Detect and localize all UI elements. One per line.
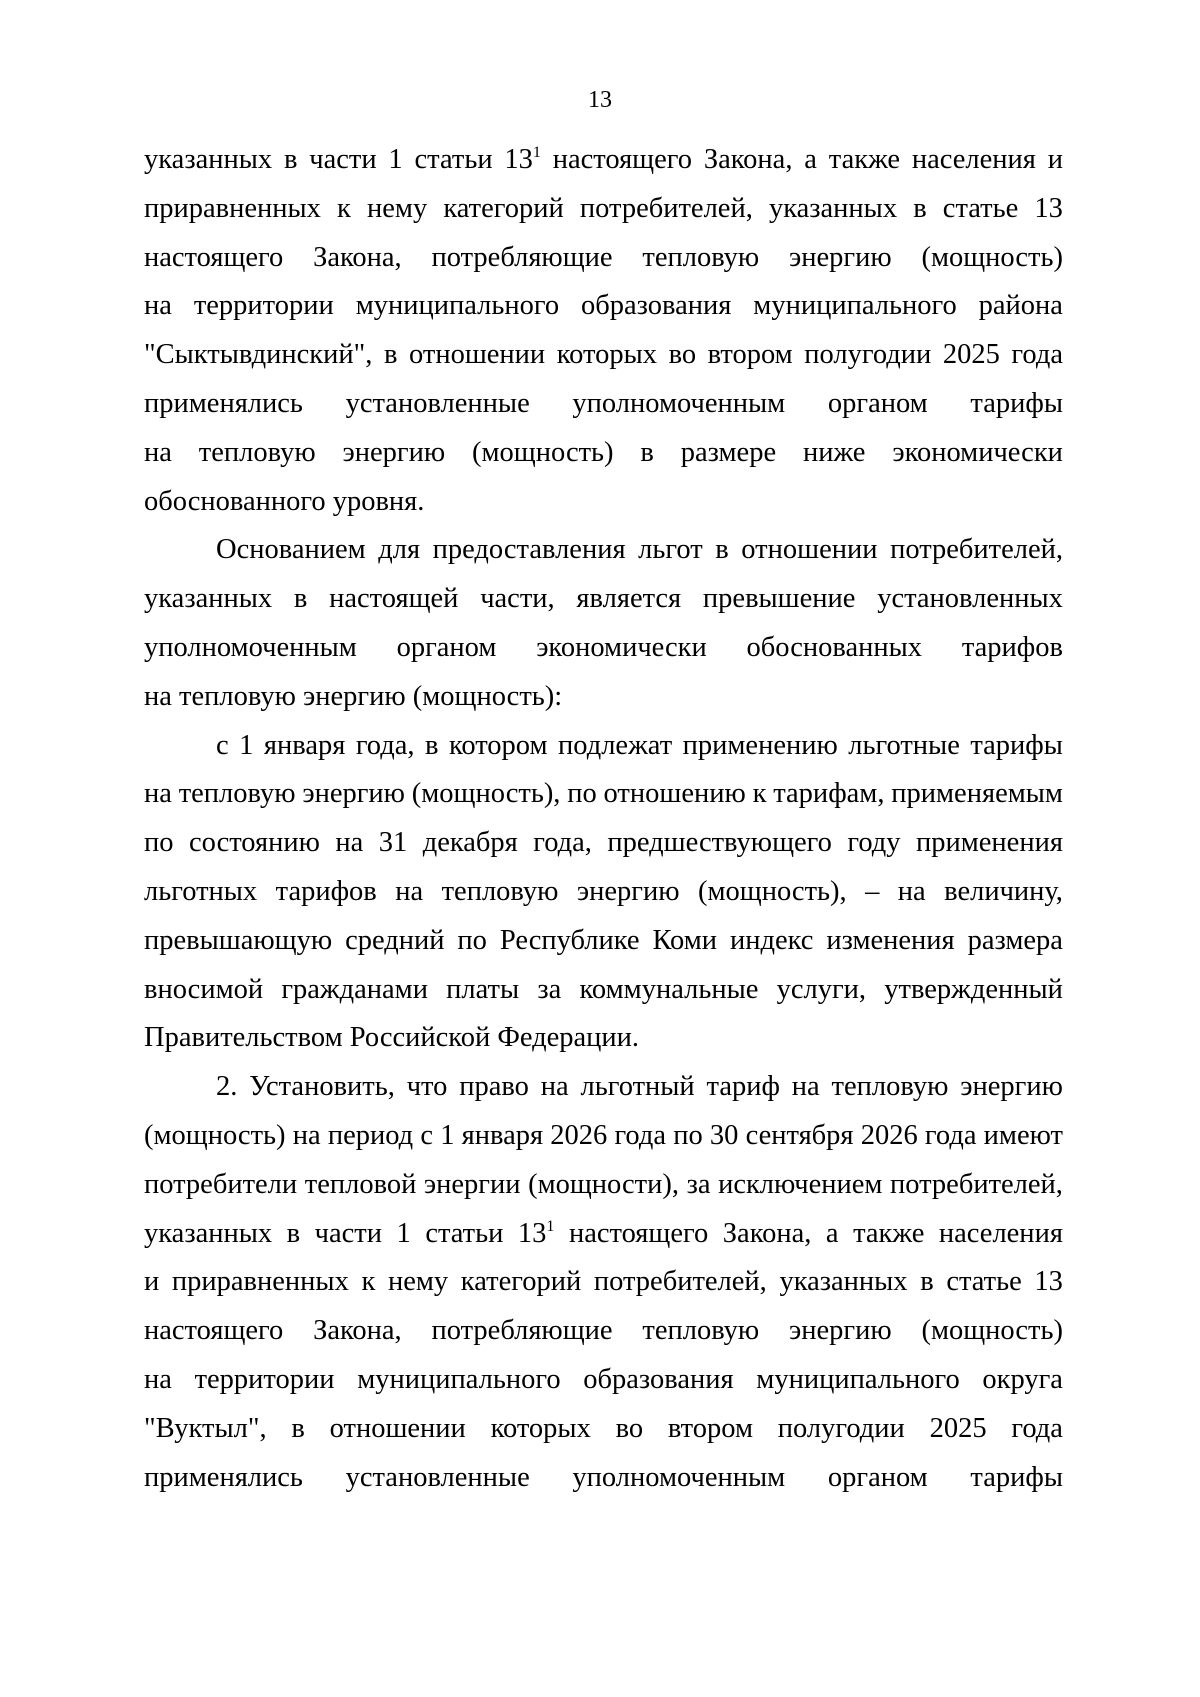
word: настоящего (552, 144, 693, 175)
word: ниже (802, 436, 866, 468)
word: энергию (302, 778, 405, 810)
word: состоянию (188, 827, 320, 859)
text-line (144, 1307, 1063, 1356)
word: (мощность) (472, 436, 614, 468)
word: декабря (422, 827, 518, 859)
word: потребителей, (890, 1168, 1063, 1200)
word: указанных (144, 583, 273, 615)
word: – (865, 875, 880, 907)
word: применяемым (891, 778, 1063, 810)
word: на тепловую энергию (мощность): (144, 680, 563, 712)
word: тарифы (970, 729, 1063, 761)
word: подлежат (558, 729, 673, 761)
text-line (144, 429, 1063, 478)
word: уполномоченным (144, 631, 357, 663)
word: 2025 (942, 339, 1000, 371)
word: отношении (329, 1412, 466, 1444)
word: и (1047, 144, 1063, 175)
word: в (640, 436, 654, 468)
word: энергию (789, 241, 892, 273)
text-line (144, 575, 1063, 624)
word: размера (967, 924, 1063, 956)
word: превышающую (144, 924, 333, 956)
word: Закона, (722, 1217, 812, 1249)
word: 30 (709, 1119, 739, 1151)
word: с (216, 729, 229, 761)
word: $13^1$ (504, 144, 541, 175)
word: потребляющие (431, 241, 613, 273)
text-line (144, 624, 1063, 673)
word: в (291, 1412, 305, 1444)
word: года, (533, 827, 592, 859)
word: в (293, 583, 308, 615)
word: установленных (877, 583, 1063, 615)
text-line (144, 673, 1063, 722)
word: в (424, 729, 439, 761)
word: Республике (499, 924, 640, 956)
text-line (144, 1258, 1063, 1307)
word: указанных (768, 192, 898, 224)
word: на (144, 290, 172, 322)
word: тепловую (831, 1071, 949, 1103)
text-line (144, 1356, 1063, 1405)
page-number: 13 (588, 87, 612, 113)
text-line (144, 380, 1063, 429)
word: в (383, 339, 398, 371)
word: энергию (576, 875, 680, 907)
word: 2026 (860, 1119, 918, 1151)
text-line (144, 1405, 1063, 1454)
word: на (791, 1071, 820, 1103)
word: органом (827, 387, 928, 419)
word: в (913, 192, 927, 224)
paragraph-3 (144, 722, 1063, 1064)
word: платы (446, 973, 520, 1005)
word: тарифов (961, 631, 1063, 663)
word: Правительством Российской Федерации. (144, 1022, 640, 1054)
word: муниципального (355, 290, 560, 322)
word: указанных (144, 1217, 273, 1249)
word: изменения (826, 924, 955, 956)
word: отношении (408, 339, 546, 371)
word: тепловую (441, 875, 559, 907)
text-line (144, 1161, 1063, 1210)
word: указанных (144, 144, 273, 175)
word: которых (490, 1412, 591, 1444)
word: с (420, 1119, 433, 1151)
word: тепловую (198, 436, 316, 468)
word: льготные (848, 729, 960, 761)
word: применялись (144, 1461, 303, 1493)
text-line (144, 1063, 1063, 1112)
word: полугодии (777, 1412, 905, 1444)
word: к (337, 192, 351, 224)
text-line (144, 868, 1063, 917)
word: 1 (440, 1119, 455, 1151)
word: индекс (729, 924, 814, 956)
word: превышение (702, 583, 856, 615)
word: потребителей, (593, 1266, 767, 1298)
word: приравненных (171, 1266, 349, 1298)
word: части (314, 1217, 382, 1249)
text-line (144, 722, 1063, 771)
word: к (752, 778, 767, 810)
text-line (144, 1454, 1063, 1503)
word: статье (946, 1266, 1022, 1298)
word: к (361, 1266, 376, 1298)
text-line (144, 966, 1063, 1015)
word: а (825, 1217, 839, 1249)
word: муниципального (357, 1363, 561, 1395)
word: также (853, 1217, 925, 1249)
word: обоснованного уровня. (144, 485, 425, 517)
word: 2026 (550, 1119, 608, 1151)
word: в (920, 1266, 934, 1298)
text-line (144, 234, 1063, 283)
word: потребителей, (890, 534, 1063, 566)
word: втором (707, 339, 793, 371)
word: потребляющие (431, 1315, 613, 1347)
word: тарифам, (773, 778, 885, 810)
document-body (144, 136, 1063, 1502)
word: статье (942, 192, 1019, 224)
word: (мощность), (697, 875, 847, 907)
word: в (283, 144, 298, 175)
word: 1 (388, 144, 403, 175)
word: за (686, 1168, 711, 1200)
word: является (576, 583, 682, 615)
word: размере (680, 436, 777, 468)
word: на (292, 1119, 321, 1151)
word: населения (911, 144, 1036, 175)
word: тарифы (970, 1461, 1063, 1493)
word: втором (667, 1412, 753, 1444)
word: тепловой (304, 1168, 417, 1200)
text-line (144, 770, 1063, 819)
paragraph-1 (144, 136, 1063, 526)
word: установленные (345, 387, 530, 419)
paragraph-4 (144, 1063, 1063, 1502)
word: году (847, 827, 901, 859)
word: $13^1$ (517, 1217, 555, 1249)
word: Закона, (703, 144, 793, 175)
word: тепловую (642, 1315, 760, 1347)
word: средний (345, 924, 445, 956)
word: (мощность) (144, 1119, 286, 1151)
word: тарифов (275, 875, 377, 907)
word: применению (682, 729, 838, 761)
word: во (615, 1412, 644, 1444)
word: 1 (239, 729, 254, 761)
word: (мощность), (411, 778, 561, 810)
text-line (144, 478, 1063, 527)
word: настоящего (144, 241, 284, 273)
word: экономически (892, 436, 1063, 468)
word: применялись (144, 387, 303, 419)
word: года (614, 1119, 667, 1151)
text-line (144, 526, 1063, 575)
text-line (144, 917, 1063, 966)
word: установленные (345, 1461, 530, 1493)
word: тарифы (970, 387, 1063, 419)
word: коммунальные (579, 973, 759, 1005)
word: уполномоченным (572, 387, 786, 419)
word: величину, (944, 875, 1063, 907)
word: за (537, 973, 562, 1005)
word: (мощность) (921, 1315, 1063, 1347)
word: исключением (718, 1168, 883, 1200)
word: органом (396, 631, 497, 663)
word: утвержденный (884, 973, 1063, 1005)
word: период (327, 1119, 414, 1151)
text-line (144, 1014, 1063, 1063)
word: на (897, 875, 926, 907)
word: энергии (423, 1168, 521, 1200)
word: в (715, 534, 729, 566)
word: также (828, 144, 901, 175)
word: по (457, 924, 487, 956)
word: части (309, 144, 377, 175)
word: приравненных (144, 192, 321, 224)
word: экономически (536, 631, 707, 663)
word: на (395, 875, 424, 907)
word: 13 (1034, 1266, 1063, 1298)
word: Коми (652, 924, 718, 956)
superscript: 1 (532, 144, 541, 161)
word: статьи (414, 144, 493, 175)
word: января (461, 1119, 544, 1151)
word: энергию (789, 1315, 892, 1347)
word: потребители (144, 1168, 298, 1200)
word: а (804, 144, 817, 175)
word: во (668, 339, 697, 371)
word: и (144, 1266, 160, 1298)
word: 13 (1034, 192, 1063, 224)
word: тепловую (178, 778, 296, 810)
word: по (144, 827, 174, 859)
text-line (144, 331, 1063, 380)
word: по (673, 1119, 703, 1151)
word: населения (938, 1217, 1063, 1249)
word: настоящего (568, 1217, 709, 1249)
word: нему (367, 192, 428, 224)
word: января (263, 729, 346, 761)
word: отношению (603, 778, 746, 810)
word: для (378, 534, 421, 566)
word: 31 (378, 827, 408, 859)
word: (мощность) (921, 241, 1063, 273)
word: обоснованных (746, 631, 923, 663)
word: части, (480, 583, 555, 615)
word: на (335, 827, 364, 859)
word: года (924, 1119, 977, 1151)
word: предшествующего (607, 827, 832, 859)
word: на (144, 436, 172, 468)
word: имеют (983, 1119, 1063, 1151)
word: Закона, (313, 1315, 402, 1347)
word: полугодии (804, 339, 932, 371)
text-line (144, 282, 1063, 331)
word: статьи (425, 1217, 504, 1249)
text-line (144, 185, 1063, 234)
word: на (144, 1363, 172, 1395)
word: право (459, 1071, 529, 1103)
word: органом (827, 1461, 928, 1493)
word: сентября (745, 1119, 854, 1151)
word: льгот (638, 534, 703, 566)
word: года (1011, 339, 1063, 371)
word: Установить, (249, 1071, 395, 1103)
text-line (144, 1112, 1063, 1161)
word: услуги, (776, 973, 867, 1005)
word: муниципального (753, 290, 957, 322)
word: по (567, 778, 597, 810)
word: льготных (144, 875, 258, 907)
word: 2. (216, 1071, 238, 1103)
word: в (286, 1217, 301, 1249)
word: "Сыктывдинский", (144, 339, 373, 371)
word: года, (355, 729, 415, 761)
word: котором (448, 729, 548, 761)
word: образования (583, 1363, 734, 1395)
word: Основанием (216, 534, 366, 566)
word: района (978, 290, 1063, 322)
word: уполномоченным (572, 1461, 786, 1493)
word: отношении (741, 534, 878, 566)
word: 1 (396, 1217, 411, 1249)
word: муниципального (756, 1363, 960, 1395)
word: (мощности), (528, 1168, 679, 1200)
word: гражданами (281, 973, 428, 1005)
word: образования (581, 290, 732, 322)
text-line (144, 136, 1063, 185)
word: энергию (960, 1071, 1063, 1103)
word: округа (982, 1363, 1063, 1395)
word: настоящего (144, 1315, 284, 1347)
word: "Вуктыл", (144, 1412, 267, 1444)
word: Закона, (313, 241, 402, 273)
word: льготный (580, 1071, 695, 1103)
word: территории (193, 290, 334, 322)
word: на (540, 1071, 569, 1103)
word: 2025 (929, 1412, 987, 1444)
text-line (144, 1210, 1063, 1259)
word: категорий (460, 1266, 582, 1298)
superscript: 1 (546, 1217, 555, 1235)
word: что (406, 1071, 448, 1103)
word: энергию (342, 436, 446, 468)
word: тариф (706, 1071, 780, 1103)
word: указанных (779, 1266, 908, 1298)
word: нему (387, 1266, 449, 1298)
word: предоставления (432, 534, 626, 566)
word: потребителей, (579, 192, 753, 224)
word: которых (556, 339, 657, 371)
text-line (144, 819, 1063, 868)
word: применения (915, 827, 1063, 859)
word: на (144, 778, 172, 810)
word: категорий (443, 192, 564, 224)
word: вносимой (144, 973, 264, 1005)
word: года (1011, 1412, 1063, 1444)
word: настоящей (329, 583, 459, 615)
word: тепловую (642, 241, 760, 273)
word: территории (194, 1363, 335, 1395)
paragraph-2 (144, 526, 1063, 721)
